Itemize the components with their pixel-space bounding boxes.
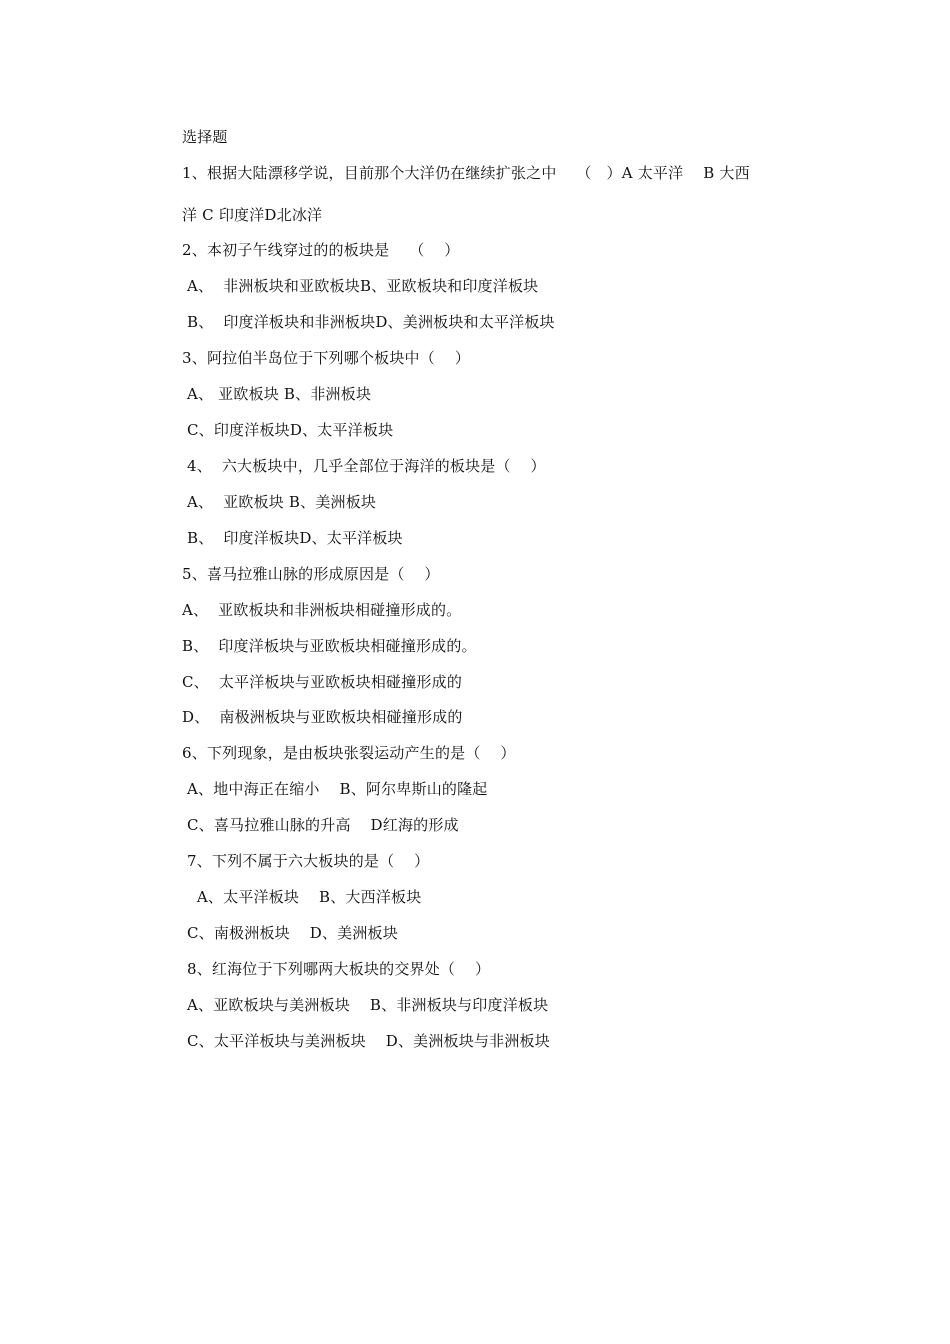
text-line: 7、下列不属于六大板块的是（ ） bbox=[182, 852, 430, 870]
text-line: 8、红海位于下列哪两大板块的交界处（ ） bbox=[182, 960, 491, 978]
text-line: 3、阿拉伯半岛位于下列哪个板块中（ ） bbox=[182, 349, 471, 367]
text-line: A、 亚欧板块 B、美洲板块 bbox=[182, 493, 377, 511]
text-line: B、 印度洋板块与亚欧板块相碰撞形成的。 bbox=[182, 637, 477, 655]
text-line: D、 南极洲板块与亚欧板块相碰撞形成的 bbox=[182, 708, 463, 726]
text-line: A、 亚欧板块和非洲板块相碰撞形成的。 bbox=[182, 601, 462, 619]
text-line: B、 印度洋板块D、太平洋板块 bbox=[182, 529, 403, 547]
text-line: 6、下列现象，是由板块张裂运动产生的是（ ） bbox=[182, 744, 516, 762]
text-line: A、地中海正在缩小 B、阿尔卑斯山的隆起 bbox=[182, 780, 488, 798]
text-line: C、太平洋板块与美洲板块 D、美洲板块与非洲板块 bbox=[182, 1032, 550, 1050]
section-heading: 选择题 bbox=[182, 128, 228, 146]
text-line: C、南极洲板块 D、美洲板块 bbox=[182, 924, 398, 942]
text-line: 2、本初子午线穿过的的板块是 （ ） bbox=[182, 241, 460, 259]
text-line: 4、 六大板块中，几乎全部位于海洋的板块是（ ） bbox=[182, 457, 546, 475]
text-line: C、 太平洋板块与亚欧板块相碰撞形成的 bbox=[182, 673, 463, 691]
text-line: A、亚欧板块与美洲板块 B、非洲板块与印度洋板块 bbox=[182, 996, 549, 1014]
text-line: A、 非洲板块和亚欧板块B、亚欧板块和印度洋板块 bbox=[182, 277, 539, 295]
text-line: A、 亚欧板块 B、非洲板块 bbox=[182, 385, 372, 403]
text-line: C、喜马拉雅山脉的升高 D红海的形成 bbox=[182, 816, 459, 834]
text-line: B、 印度洋板块和非洲板块D、美洲板块和太平洋板块 bbox=[182, 313, 555, 331]
text-line: 5、喜马拉雅山脉的形成原因是（ ） bbox=[182, 565, 440, 583]
text-line: C、印度洋板块D、太平洋板块 bbox=[182, 421, 394, 439]
text-line: A、太平洋板块 B、大西洋板块 bbox=[182, 888, 422, 906]
text-line: 1、根据大陆漂移学说，目前那个大洋仍在继续扩张之中 （ ）A 太平洋 B 大西 bbox=[182, 164, 750, 182]
text-line: 洋 C 印度洋D北冰洋 bbox=[182, 206, 323, 224]
